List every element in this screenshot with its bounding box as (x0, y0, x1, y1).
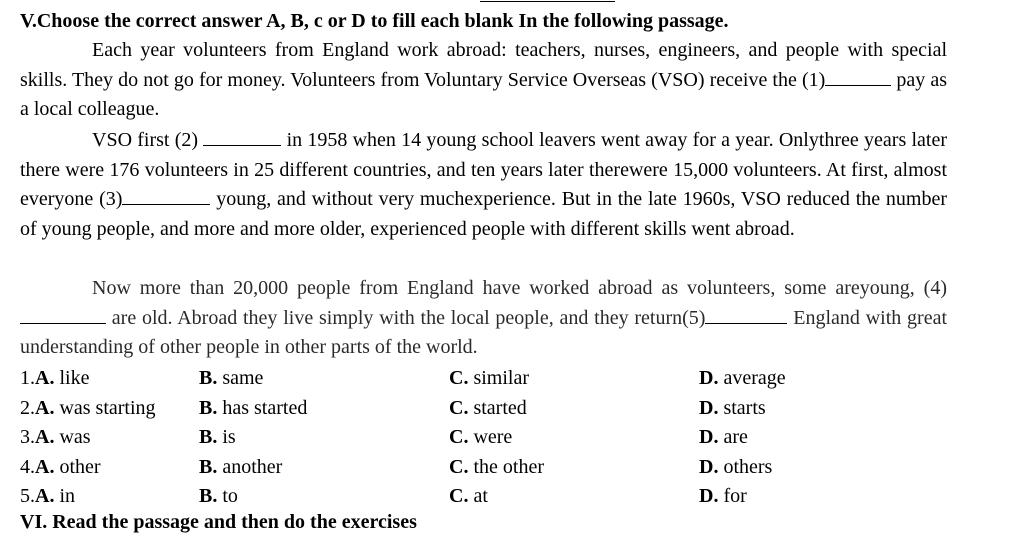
option-letter: C. (449, 485, 469, 508)
option-letter: B. (199, 455, 218, 478)
option-letter: B. (199, 367, 218, 390)
option-letter: B. (199, 396, 218, 419)
paragraph-text: VSO first (92, 129, 170, 151)
option-c: were (473, 426, 513, 449)
option-cell[interactable] (20, 364, 199, 394)
question-number: 1. (20, 367, 35, 390)
option-cell[interactable] (20, 423, 199, 453)
question-number: 5. (20, 485, 35, 508)
option-cell[interactable] (449, 423, 699, 453)
option-b: to (222, 485, 238, 508)
option-b: is (222, 426, 236, 449)
option-d: are (723, 426, 748, 449)
option-letter: D. (699, 426, 719, 449)
option-a: was starting (59, 396, 156, 419)
option-cell[interactable] (449, 394, 699, 424)
answer-blank-2[interactable] (203, 129, 281, 146)
option-c: at (473, 485, 488, 508)
gap-number: (5) (682, 306, 706, 329)
answer-blank-5[interactable] (705, 307, 787, 324)
answer-blank-4[interactable] (20, 307, 106, 324)
answer-blank-1[interactable] (825, 69, 891, 86)
answer-blank-3[interactable] (122, 188, 210, 205)
answer-options-table (20, 364, 899, 512)
gap-number: (3) (99, 188, 123, 210)
option-cell[interactable] (449, 482, 699, 512)
option-a: like (59, 367, 90, 390)
option-c: the other (473, 455, 544, 478)
question-row (20, 364, 899, 394)
option-a: other (59, 455, 101, 478)
option-letter: C. (449, 396, 469, 419)
option-d: average (723, 367, 786, 390)
question-row (20, 453, 899, 483)
option-cell[interactable] (699, 364, 899, 394)
option-letter: A. (35, 396, 55, 419)
option-b: has started (222, 396, 308, 419)
option-cell[interactable] (199, 394, 449, 424)
option-letter: A. (35, 455, 55, 478)
option-cell[interactable] (199, 423, 449, 453)
option-cell[interactable] (199, 453, 449, 483)
option-cell[interactable] (699, 423, 899, 453)
option-cell[interactable] (199, 364, 449, 394)
gap-number: (2) (174, 129, 199, 151)
option-d: starts (723, 396, 766, 419)
option-letter: D. (699, 485, 719, 508)
question-number: 4. (20, 455, 35, 478)
previous-section-cutoff (0, 0, 1024, 3)
paragraph-text: young, and without very muchexperience. But in the late 1960s, VSO reduced the number of young people, and more and more older, experienced people with different skills went abroad. (20, 188, 948, 240)
previous-answer-blank (480, 0, 615, 2)
next-section-cutoff: VI. Read the passage and then do the exercises (20, 511, 417, 533)
option-cell[interactable] (699, 453, 899, 483)
paragraph-text: Each year volunteers from England work abroad: teachers, nurses, engineers, and people with special skills. They do not go for money. Volunteers from Voluntary Service Overseas (VSO) receive the (20, 39, 947, 91)
paragraph-text: Now more than 20,000 people from England have worked abroad as volunteers, some areyoung, (92, 277, 915, 299)
option-letter: D. (699, 396, 719, 419)
option-a: in (59, 485, 76, 508)
option-b: another (222, 455, 283, 478)
gap-number: (4) (923, 277, 947, 299)
option-letter: A. (35, 426, 55, 449)
paragraph-text: pay as a local colleague. (20, 68, 948, 120)
option-cell[interactable] (449, 453, 699, 483)
paragraph-text: are old. Abroad they live simply with the local people, and they return (111, 306, 683, 329)
option-cell[interactable] (20, 482, 199, 512)
option-cell[interactable] (199, 482, 449, 512)
question-row (20, 482, 899, 512)
passage-paragraph-1 (20, 36, 947, 125)
option-c: similar (473, 367, 529, 390)
option-letter: A. (35, 485, 55, 508)
section-heading: V.Choose the correct answer A, B, c or D to fill each blank In the following passage. (20, 10, 729, 32)
option-cell[interactable] (20, 453, 199, 483)
option-cell[interactable] (699, 482, 899, 512)
option-d: for (723, 485, 747, 508)
question-row (20, 394, 899, 424)
question-row (20, 423, 899, 453)
option-c: started (473, 396, 527, 419)
option-letter: C. (449, 426, 469, 449)
option-letter: B. (199, 485, 218, 508)
gap-number: (1) (801, 68, 826, 91)
option-cell[interactable] (20, 394, 199, 424)
option-b: same (222, 367, 264, 390)
option-letter: D. (699, 455, 719, 478)
option-letter: A. (35, 367, 55, 390)
question-number: 2. (20, 396, 35, 419)
option-letter: B. (199, 426, 218, 449)
passage-paragraph-2 (20, 126, 947, 244)
option-a: was (59, 426, 91, 449)
option-d: others (723, 455, 773, 478)
paragraph-text: in 1958 when 14 young school leavers went away for a year. Onlythree years later there were 176 volunteers in 25 different countries, and ten years later therewere 15,000 volunteers. At first, almost everyone (20, 129, 948, 210)
option-cell[interactable] (699, 394, 899, 424)
passage-paragraph-3 (20, 274, 947, 363)
option-letter: C. (449, 367, 469, 390)
option-letter: C. (449, 455, 469, 478)
option-cell[interactable] (449, 364, 699, 394)
paragraph-text: England with great understanding of other people in other parts of the world. (20, 306, 948, 358)
option-letter: D. (699, 367, 719, 390)
question-number: 3. (20, 426, 35, 449)
